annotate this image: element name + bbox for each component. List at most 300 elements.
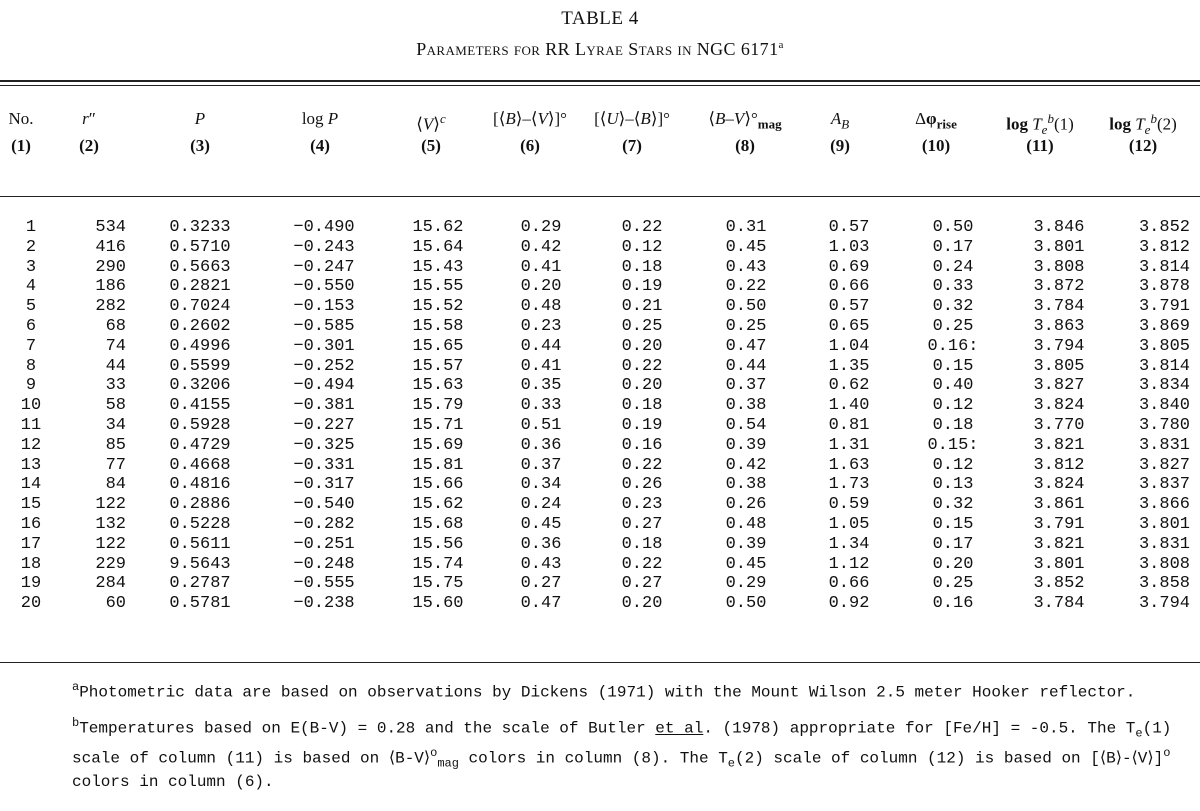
table-cell: 0.2821	[169, 277, 231, 297]
table-cell: 0.23	[520, 316, 562, 336]
column-header-12	[1073, 108, 1200, 156]
table-cell: 3.837	[1138, 475, 1190, 495]
footnote-b-mark: b	[72, 716, 80, 731]
table-cell: 0.36	[520, 534, 562, 554]
table-cell: 0.81	[828, 415, 870, 435]
table-cell: 3.863	[1033, 316, 1085, 336]
table-cell: 7	[25, 336, 37, 356]
table-cell: 1.35	[828, 356, 870, 376]
table-cell: 0.12	[932, 455, 974, 475]
table-cell: 0.62	[828, 376, 870, 396]
table-cell: 122	[95, 534, 126, 554]
column-header-name: P	[194, 109, 206, 128]
table-cell: 3.846	[1033, 218, 1085, 237]
table-cell: −0.325	[293, 435, 355, 455]
table-cell: 0.5710	[169, 237, 231, 257]
column-header-name: $\Delta\varphi_{rise}$	[915, 109, 957, 132]
table-cell: 186	[95, 277, 126, 297]
table-cell: 15.58	[412, 316, 464, 336]
table-cell: 0.34	[520, 475, 562, 495]
table-row	[0, 337, 1200, 357]
table-cell: 0.25	[932, 574, 974, 594]
table-cell: 15.74	[412, 554, 464, 574]
table-cell: 0.16	[932, 594, 974, 614]
table-cell: 9.5643	[169, 554, 231, 574]
table-cell: 3.869	[1138, 316, 1190, 336]
table-cell: 15.62	[412, 218, 464, 237]
table-row	[0, 376, 1200, 396]
table-cell: −0.540	[293, 495, 355, 515]
table-cell: 3.840	[1138, 396, 1190, 416]
table-cell: 0.37	[725, 376, 767, 396]
table-cell: 58	[105, 396, 126, 416]
table-cell: 1	[25, 218, 37, 237]
table-cell: −0.555	[293, 574, 355, 594]
table-cell: 6	[25, 316, 37, 336]
table-cell: 0.57	[828, 297, 870, 317]
column-header-name: [⟨U⟩–⟨B⟩]°	[594, 109, 670, 128]
table-cell: 10	[20, 396, 42, 416]
table-cell: 0.19	[621, 277, 663, 297]
table-cell: 15.52	[412, 297, 464, 317]
table-cell: 1.63	[828, 455, 870, 475]
footnote-a-text: Photometric data are based on observations by Dickens (1971) with the Mount Wilson 2.5 meter Hooker reflector.	[79, 683, 1136, 702]
table-cell: 0.44	[520, 336, 562, 356]
table-cell: 0.21	[621, 297, 663, 317]
table-cell: −0.490	[293, 218, 355, 237]
footnote-b-sub-e1: e	[1135, 726, 1143, 741]
top-rule-1	[0, 80, 1200, 82]
table-cell: 15.43	[412, 257, 464, 277]
table-cell: −0.381	[293, 396, 355, 416]
table-cell: 2	[25, 237, 37, 257]
table-cell: 0.22	[621, 455, 663, 475]
table-cell: 3.821	[1033, 534, 1085, 554]
table-cell: 0.20	[621, 376, 663, 396]
column-header-name: $\log T_e^b(1)$	[1006, 111, 1074, 138]
table-cell: 0.19	[621, 415, 663, 435]
column-header-name: r″	[82, 109, 96, 128]
table-cell: −0.247	[293, 257, 355, 277]
table-cell: 0.22	[621, 554, 663, 574]
table-cell: 416	[95, 237, 126, 257]
table-cell: 1.31	[828, 435, 870, 455]
table-cell: 0.24	[520, 495, 562, 515]
column-header-number: (8)	[735, 136, 755, 155]
footnote-b-sup-o2: o	[1163, 745, 1171, 760]
table-cell: 0.25	[621, 316, 663, 336]
table-cell: 0.15:	[927, 435, 979, 455]
column-header-number: (5)	[421, 136, 441, 155]
column-header-number: (3)	[190, 136, 210, 155]
table-cell: 0.47	[520, 594, 562, 614]
table-cell: 5	[25, 297, 37, 317]
table-cell: −0.331	[293, 455, 355, 475]
table-cell: 0.45	[520, 514, 562, 534]
table-cell: 3.814	[1138, 257, 1190, 277]
table-cell: 1.40	[828, 396, 870, 416]
table-row	[0, 555, 1200, 575]
table-subtitle	[0, 39, 1200, 60]
table-cell: 0.43	[725, 257, 767, 277]
table-cell: 0.41	[520, 257, 562, 277]
table-cell: 15.55	[412, 277, 464, 297]
table-cell: 0.66	[828, 277, 870, 297]
footnote-b-text-4: colors in column (8). The T	[458, 749, 728, 768]
table-cell: 3.824	[1033, 396, 1085, 416]
table-cell: −0.251	[293, 534, 355, 554]
table-cell: 1.05	[828, 514, 870, 534]
table-cell: 33	[105, 376, 126, 396]
table-cell: 0.50	[725, 594, 767, 614]
table-cell: 0.32	[932, 495, 974, 515]
column-header-number: (12)	[1128, 136, 1158, 155]
table-cell: 44	[105, 356, 126, 376]
table-cell: 0.7024	[169, 297, 231, 317]
table-cell: 0.20	[621, 336, 663, 356]
table-cell: 0.45	[725, 237, 767, 257]
table-cell: 3.821	[1033, 435, 1085, 455]
table-cell: 132	[95, 514, 126, 534]
table-cell: 0.24	[932, 257, 974, 277]
table-cell: 77	[105, 455, 126, 475]
table-cell: 0.50	[932, 218, 974, 237]
table-cell: 0.25	[725, 316, 767, 336]
table-cell: 34	[105, 415, 126, 435]
table-cell: 15.68	[412, 514, 464, 534]
column-header-number: (4)	[310, 136, 330, 155]
table-cell: 19	[20, 574, 42, 594]
column-header-name: $\log T_e^b(2)$	[1109, 111, 1177, 138]
table-cell: 0.69	[828, 257, 870, 277]
table-cell: 15.63	[412, 376, 464, 396]
table-row	[0, 258, 1200, 278]
table-row	[0, 475, 1200, 495]
column-header-name: $⟨B-V⟩^\circ_{mag}$	[708, 109, 782, 132]
table-cell: 0.18	[621, 257, 663, 277]
table-cell: 1.04	[828, 336, 870, 356]
table-cell: 3.866	[1138, 495, 1190, 515]
table-cell: 3.878	[1138, 277, 1190, 297]
table-cell: 0.2787	[169, 574, 231, 594]
table-cell: 15.69	[412, 435, 464, 455]
table-cell: 0.12	[621, 237, 663, 257]
table-row	[0, 574, 1200, 594]
table-cell: 3.808	[1033, 257, 1085, 277]
column-header-number: (7)	[622, 136, 642, 155]
footnote-b-text-2: . (1978) appropriate for [Fe/H] = -0.5. The T	[703, 719, 1136, 738]
table-cell: 0.40	[932, 376, 974, 396]
column-header-number: (11)	[1026, 136, 1054, 155]
table-cell: 15.71	[412, 415, 464, 435]
table-cell: 3.784	[1033, 594, 1085, 614]
table-cell: 0.12	[932, 396, 974, 416]
table-cell: −0.153	[293, 297, 355, 317]
table-row	[0, 456, 1200, 476]
table-cell: 3.784	[1033, 297, 1085, 317]
table-cell: 84	[105, 475, 126, 495]
table-cell: 0.33	[932, 277, 974, 297]
table-cell: 229	[95, 554, 126, 574]
table-cell: 0.4996	[169, 336, 231, 356]
table-cell: 0.27	[621, 574, 663, 594]
table-label: TABLE 4	[561, 8, 639, 29]
table-cell: 0.45	[725, 554, 767, 574]
table-cell: 3	[25, 257, 37, 277]
table-cell: 0.92	[828, 594, 870, 614]
table-cell: 9	[25, 376, 37, 396]
column-header-number: (1)	[11, 136, 31, 155]
table-cell: 0.38	[725, 396, 767, 416]
table-cell: 0.5928	[169, 415, 231, 435]
table-cell: 15.65	[412, 336, 464, 356]
table-cell: 12	[20, 435, 42, 455]
table-cell: 68	[105, 316, 126, 336]
table-cell: 74	[105, 336, 126, 356]
table-cell: 0.50	[725, 297, 767, 317]
table-cell: −0.585	[293, 316, 355, 336]
table-cell: −0.301	[293, 336, 355, 356]
table-cell: 0.3233	[169, 218, 231, 237]
table-cell: 0.66	[828, 574, 870, 594]
table-cell: 15	[20, 495, 42, 515]
table-cell: 8	[25, 356, 37, 376]
footnote-b-etal: et al	[655, 719, 704, 738]
header-rule	[0, 196, 1200, 197]
table-row	[0, 416, 1200, 436]
table-cell: 0.43	[520, 554, 562, 574]
table-cell: 0.5663	[169, 257, 231, 277]
table-cell: 15.81	[412, 455, 464, 475]
table-cell: 3.801	[1138, 514, 1190, 534]
table-cell: 1.03	[828, 237, 870, 257]
table-cell: 0.37	[520, 455, 562, 475]
table-cell: 0.25	[932, 316, 974, 336]
table-cell: 0.47	[725, 336, 767, 356]
table-cell: 15.79	[412, 396, 464, 416]
column-header-name: [⟨B⟩–⟨V⟩]°	[493, 109, 567, 128]
table-cell: 0.20	[520, 277, 562, 297]
table-cell: 0.4729	[169, 435, 231, 455]
table-cell: 4	[25, 277, 37, 297]
table-cell: −0.227	[293, 415, 355, 435]
table-cell: −0.494	[293, 376, 355, 396]
table-row	[0, 317, 1200, 337]
footnote-a-mark: a	[72, 680, 80, 694]
table-cell: 0.27	[520, 574, 562, 594]
table-cell: 0.20	[621, 594, 663, 614]
table-cell: 0.65	[828, 316, 870, 336]
table-cell: 3.805	[1138, 336, 1190, 356]
table-cell: −0.317	[293, 475, 355, 495]
table-cell: 284	[95, 574, 126, 594]
table-cell: 0.2886	[169, 495, 231, 515]
table-cell: 16	[20, 514, 42, 534]
table-cell: 3.770	[1033, 415, 1085, 435]
table-cell: 0.32	[932, 297, 974, 317]
column-header-name: ⟨V⟩$^c$	[416, 111, 446, 134]
table-cell: −0.252	[293, 356, 355, 376]
table-cell: 0.29	[520, 218, 562, 237]
table-cell: 0.4155	[169, 396, 231, 416]
table-title-block	[0, 8, 1200, 60]
table-cell: 0.44	[725, 356, 767, 376]
table-cell: 3.872	[1033, 277, 1085, 297]
table-cell: 3.801	[1033, 554, 1085, 574]
table-cell: 0.16:	[927, 336, 979, 356]
table-cell: 3.831	[1138, 435, 1190, 455]
table-row	[0, 396, 1200, 416]
table-row	[0, 238, 1200, 258]
table-cell: 3.805	[1033, 356, 1085, 376]
table-cell: 0.20	[932, 554, 974, 574]
table-cell: 0.15	[932, 514, 974, 534]
table-cell: 0.13	[932, 475, 974, 495]
table-cell: 3.858	[1138, 574, 1190, 594]
footnotes	[12, 678, 1192, 792]
table-cell: 3.780	[1138, 415, 1190, 435]
table-cell: 3.827	[1138, 455, 1190, 475]
table-cell: 0.17	[932, 237, 974, 257]
table-cell: 15.62	[412, 495, 464, 515]
table-row	[0, 436, 1200, 456]
table-cell: 0.41	[520, 356, 562, 376]
table-cell: 15.57	[412, 356, 464, 376]
table-cell: 0.4668	[169, 455, 231, 475]
column-header-name: No.	[8, 109, 34, 128]
table-cell: 0.31	[725, 218, 767, 237]
column-header-3	[130, 108, 270, 156]
footnote-b-text-5: (2) scale of column (12) is based on [⟨B⟩-⟨V⟩]	[735, 749, 1164, 768]
table-cell: 85	[105, 435, 126, 455]
table-cell: 0.38	[725, 475, 767, 495]
footnote-b-text-1: Temperatures based on E(B-V) = 0.28 and the scale of Butler	[79, 719, 656, 738]
table-cell: 3.794	[1138, 594, 1190, 614]
table-cell: 122	[95, 495, 126, 515]
table-cell: 3.812	[1033, 455, 1085, 475]
table-cell: 3.791	[1033, 514, 1085, 534]
table-cell: 11	[20, 415, 42, 435]
table-cell: 3.861	[1033, 495, 1085, 515]
table-cell: 18	[20, 554, 42, 574]
table-cell: 0.48	[725, 514, 767, 534]
bottom-rule	[0, 662, 1200, 663]
table-row	[0, 535, 1200, 555]
footnote-b-text-6: colors in column (6).	[72, 773, 274, 792]
table-row	[0, 357, 1200, 377]
table-cell: 15.60	[412, 594, 464, 614]
table-row	[0, 495, 1200, 515]
table-cell: 0.26	[725, 495, 767, 515]
table-cell: 0.17	[932, 534, 974, 554]
table-cell: −0.243	[293, 237, 355, 257]
table-row	[0, 594, 1200, 614]
table-cell: −0.550	[293, 277, 355, 297]
table-cell: 3.794	[1033, 336, 1085, 356]
table-cell: 0.5599	[169, 356, 231, 376]
column-header-name: log P	[301, 109, 339, 128]
table-cell: 0.54	[725, 415, 767, 435]
column-header-number: (10)	[921, 136, 951, 155]
table-cell: 0.5781	[169, 594, 231, 614]
footnote-marker-a: a	[778, 39, 784, 51]
table-cell: 0.2602	[169, 316, 231, 336]
table-cell: 20	[20, 594, 42, 614]
table-cell: 15.75	[412, 574, 464, 594]
table-cell: 0.27	[621, 514, 663, 534]
table-cell: 3.814	[1138, 356, 1190, 376]
table-cell: 0.16	[621, 435, 663, 455]
table-cell: 0.18	[621, 396, 663, 416]
table-cell: −0.248	[293, 554, 355, 574]
table-cell: 0.51	[520, 415, 562, 435]
table-cell: 0.22	[621, 218, 663, 237]
table-cell: 3.852	[1138, 218, 1190, 237]
table-subtitle-text: Parameters for RR Lyrae Stars in NGC 6171	[416, 39, 779, 59]
footnote-a	[12, 678, 1192, 702]
footnote-b-sup-o1: o	[430, 745, 438, 760]
table-cell: 3.808	[1138, 554, 1190, 574]
column-header-name: $A_B$	[830, 109, 850, 132]
table-cell: 290	[95, 257, 126, 277]
table-cell: 0.22	[725, 277, 767, 297]
table-row	[0, 297, 1200, 317]
table-cell: 17	[20, 534, 42, 554]
table-cell: 1.34	[828, 534, 870, 554]
table-cell: 0.36	[520, 435, 562, 455]
table-cell: 0.18	[932, 415, 974, 435]
table-cell: 0.26	[621, 475, 663, 495]
table-cell: 0.59	[828, 495, 870, 515]
table-cell: 0.29	[725, 574, 767, 594]
table-cell: 14	[20, 475, 42, 495]
top-rule-2	[0, 85, 1200, 86]
footnote-b-sub-e2: e	[727, 756, 735, 771]
footnote-b-sub-mag: mag	[437, 756, 459, 771]
table-cell: 0.5228	[169, 514, 231, 534]
footnote-b	[12, 714, 1192, 792]
table-cell: 0.42	[520, 237, 562, 257]
table-cell: 0.33	[520, 396, 562, 416]
table-cell: 0.15	[932, 356, 974, 376]
table-row	[0, 218, 1200, 238]
table-cell: 15.64	[412, 237, 464, 257]
table-cell: 3.801	[1033, 237, 1085, 257]
table-cell: 3.834	[1138, 376, 1190, 396]
table-row	[0, 515, 1200, 535]
table-cell: 0.5611	[169, 534, 231, 554]
column-header-number: (2)	[79, 136, 99, 155]
table-cell: 60	[105, 594, 126, 614]
data-table	[0, 218, 1200, 614]
table-row	[0, 277, 1200, 297]
table-cell: 3.824	[1033, 475, 1085, 495]
table-cell: 3.831	[1138, 534, 1190, 554]
table-cell: 0.39	[725, 435, 767, 455]
table-cell: −0.282	[293, 514, 355, 534]
column-header-number: (9)	[830, 136, 850, 155]
table-cell: 0.18	[621, 534, 663, 554]
table-cell: 0.35	[520, 376, 562, 396]
table-cell: 1.12	[828, 554, 870, 574]
table-cell: 13	[20, 455, 42, 475]
table-cell: 3.827	[1033, 376, 1085, 396]
table-cell: 0.48	[520, 297, 562, 317]
table-cell: 0.57	[828, 218, 870, 237]
table-cell: −0.238	[293, 594, 355, 614]
table-cell: 534	[95, 218, 126, 237]
table-cell: 1.73	[828, 475, 870, 495]
